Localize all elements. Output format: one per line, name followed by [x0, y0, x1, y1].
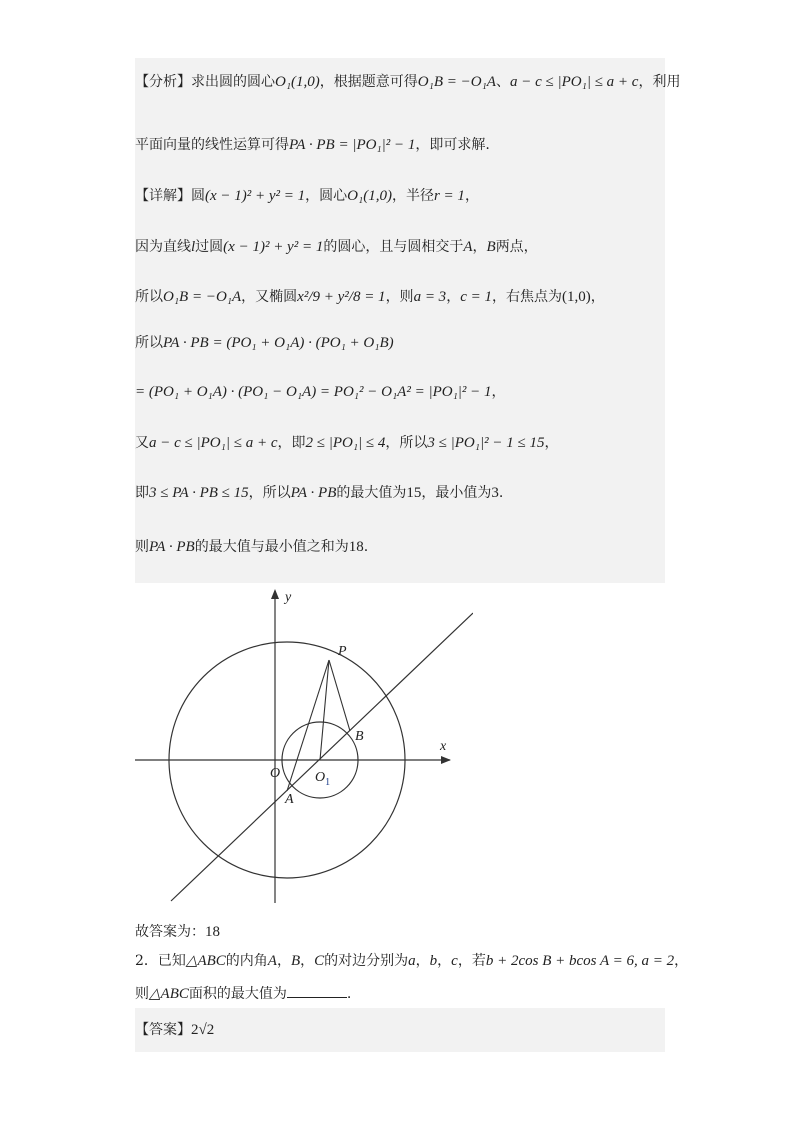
answer-background	[135, 1008, 665, 1052]
answer-blank	[287, 983, 347, 998]
problem-2-line-2: 则△ABC面积的最大值为 .	[135, 983, 351, 1004]
detail-line-7: 即3 ≤ PA · PB ≤ 15，所以PA · PB的最大值为15，最小值为3.	[135, 485, 504, 501]
detail-line-4: 所以PA · PB = (PO₁ + O₁A) · (PO₁ + O₁B)	[135, 335, 394, 351]
line-l	[171, 613, 473, 901]
label-P: P	[338, 644, 347, 659]
analysis-tag: 【分析】	[135, 74, 191, 90]
detail-line-5: = (PO₁ + O₁A) · (PO₁ − O₁A) = PO₁² − O₁A² = |PO₁|² − 1，	[135, 384, 506, 400]
analysis-line-2: 平面向量的线性运算可得PA · PB = |PO₁|² − 1，即可求解.	[135, 137, 490, 153]
label-O: O	[270, 766, 281, 781]
label-A: A	[285, 792, 294, 807]
detail-line-1: 【详解】圆(x − 1)² + y² = 1，圆心O₁(1,0)，半径r = 1，	[135, 188, 479, 204]
detail-line-2: 因为直线l过圆(x − 1)² + y² = 1的圆心，且与圆相交于A，B两点，	[135, 239, 538, 255]
segment-PB	[329, 660, 350, 731]
x-axis-arrow	[441, 756, 451, 764]
label-x: x	[440, 739, 447, 754]
label-y: y	[285, 590, 292, 605]
problem-number: 2．	[135, 953, 158, 969]
detail-line-8: 则PA · PB的最大值与最小值之和为18.	[135, 539, 369, 555]
label-O1: $O_1$	[315, 770, 331, 788]
y-axis-arrow	[271, 589, 279, 599]
detail-line-6: 又a − c ≤ |PO₁| ≤ a + c，即2 ≤ |PO₁| ≤ 4，所以3 ≤ |PO₁|² − 1 ≤ 15，	[135, 435, 559, 451]
geometry-figure	[135, 583, 473, 903]
analysis-line-1: 【分析】求出圆的圆心O₁(1,0)，根据题意可得O₁B = −O₁A、a − c ≤ |PO₁| ≤ a + c，利用	[135, 74, 681, 90]
detail-line-3: 所以O₁B = −O₁A，又椭圆x²/9 + y²/8 = 1，则a = 3，c = 1，右焦点为(1,0)，	[135, 289, 605, 305]
answer-line: 故答案为：18	[135, 924, 220, 940]
answer-2-line: 【答案】2√2	[135, 1022, 215, 1038]
detail-tag: 【详解】	[135, 188, 191, 204]
problem-2-line-1: 2．已知△ABC的内角A，B，C的对边分别为a，b，c，若b + 2cos B + bcos A = 6, a = 2，	[135, 953, 689, 969]
answer-tag: 【答案】	[135, 1022, 191, 1038]
label-B: B	[355, 729, 364, 744]
